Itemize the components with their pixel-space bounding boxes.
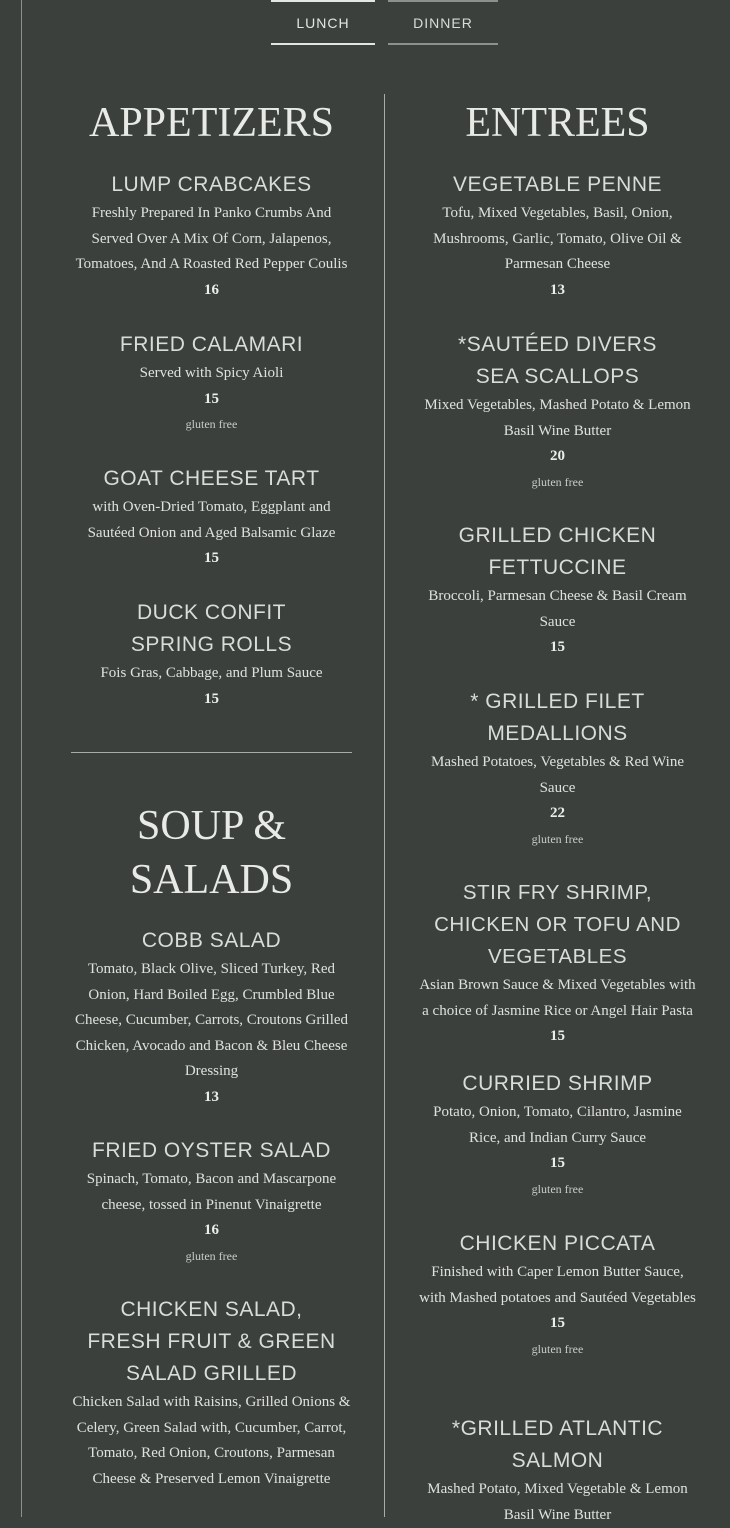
menu-item [417,686,698,852]
dietary-tag: gluten free [185,1248,238,1263]
item-description: Fois Gras, Cabbage, and Plum Sauce [100,665,323,681]
item-description: Tomato, Black Olive, Sliced Turkey, Red Onion, Hard Boiled Egg, Crumbled Blue Cheese, Cucumber, Carrots, Croutons Grilled Chicken, Avocado and Bacon & Bleu Cheese Dressing [74,961,349,1079]
item-name: GRILLED CHICKEN FETTUCCINE [458,524,657,579]
menu-item [417,1228,698,1362]
section-title-appetizers: APPETIZERS [88,100,335,146]
section-title-entrees: ENTREES [465,100,650,146]
column-divider [384,94,385,1517]
menu-item [417,520,698,661]
item-name: * GRILLED FILET MEDALLIONS [470,690,645,745]
dietary-tag: gluten free [531,1181,584,1196]
item-price: 15 [204,390,219,407]
item-price: 22 [550,805,565,821]
dietary-tag: gluten free [531,831,584,846]
item-name: CHICKEN PICCATA [459,1232,656,1255]
tab-lunch[interactable]: LUNCH [271,0,375,45]
item-description: Mashed Potato, Mixed Vegetable & Lemon Basil Wine Butter [427,1481,688,1523]
item-price: 15 [550,1155,565,1171]
item-description: Asian Brown Sauce & Mixed Vegetables with a choice of Jasmine Rice or Angel Hair Pasta [419,977,696,1019]
menu-item [71,329,352,438]
item-name: *SAUTÉED DIVERS SEA SCALLOPS [458,333,657,388]
section-title-soup-salads: SOUP & SALADS [129,803,294,903]
item-price: 13 [204,1088,219,1105]
menu-item [71,1135,352,1269]
item-price: 20 [550,448,565,464]
item-description: Mixed Vegetables, Mashed Potato & Lemon Basil Wine Butter [424,397,691,439]
item-description: Tofu, Mixed Vegetables, Basil, Onion, Mushrooms, Garlic, Tomato, Olive Oil & Parmesan Cheese [433,205,682,272]
item-price: 16 [204,281,219,298]
menu-item [417,169,698,303]
menu-item [71,925,352,1110]
item-description: Freshly Prepared In Panko Crumbs And Served Over A Mix Of Corn, Jalapenos, Tomatoes, And A Roasted Red Pepper Coulis [75,205,348,272]
item-name: GOAT CHEESE TART [103,467,320,490]
item-price: 15 [204,550,219,566]
menu-item [417,1413,698,1528]
item-name: VEGETABLE PENNE [452,173,662,196]
item-name: *GRILLED ATLANTIC SALMON [451,1417,664,1472]
item-name: FRIED OYSTER SALAD [92,1139,331,1162]
item-description: Finished with Caper Lemon Butter Sauce, with Mashed potatoes and Sautéed Vegetables [419,1264,696,1306]
item-description: Broccoli, Parmesan Cheese & Basil Cream Sauce [428,588,687,630]
menu-item [71,169,352,303]
menu-item [71,1294,352,1492]
item-name: CURRIED SHRIMP [462,1072,653,1095]
item-name: CHICKEN SALAD, FRESH FRUIT & GREEN SALAD GRILLED [87,1298,336,1385]
item-description: Chicken Salad with Raisins, Grilled Onions & Celery, Green Salad with, Cucumber, Carrot, Tomato, Red Onion, Croutons, Parmesan Cheese & Preserved Lemon Vinaigrette [72,1394,351,1487]
dietary-tag: gluten free [531,474,584,489]
menu-item [417,1068,698,1202]
item-price: 13 [550,281,565,298]
item-description: Spinach, Tomato, Bacon and Mascarpone cheese, tossed in Pinenut Vinaigrette [86,1171,337,1213]
menu-item [417,877,698,1050]
item-price: 15 [550,639,565,655]
left-column [71,0,352,1517]
item-description: Potato, Onion, Tomato, Cilantro, Jasmine Rice, and Indian Curry Sauce [433,1104,682,1146]
item-name: LUMP CRABCAKES [111,173,312,196]
item-price: 15 [204,690,219,707]
dietary-tag: gluten free [185,417,238,431]
right-column [417,0,698,1523]
item-description: with Oven-Dried Tomato, Eggplant and Sautéed Onion and Aged Balsamic Glaze [87,499,336,541]
menu-item [71,463,352,572]
dietary-tag: gluten free [531,1341,584,1356]
menu-item [71,597,352,712]
item-name: DUCK CONFIT SPRING ROLLS [130,601,293,656]
item-name: STIR FRY SHRIMP, CHICKEN OR TOFU AND VEGETABLES [434,881,681,968]
item-price: 16 [204,1222,219,1238]
item-name: COBB SALAD [141,929,282,952]
item-description: Served with Spicy Aioli [139,365,284,381]
item-price: 15 [550,1315,565,1331]
menu-item [417,329,698,495]
item-description: Mashed Potatoes, Vegetables & Red Wine Sauce [431,754,684,796]
item-price: 15 [550,1028,565,1044]
item-name: FRIED CALAMARI [119,333,304,356]
page-frame-line [21,0,22,1517]
tab-dinner[interactable]: DINNER [388,0,498,45]
